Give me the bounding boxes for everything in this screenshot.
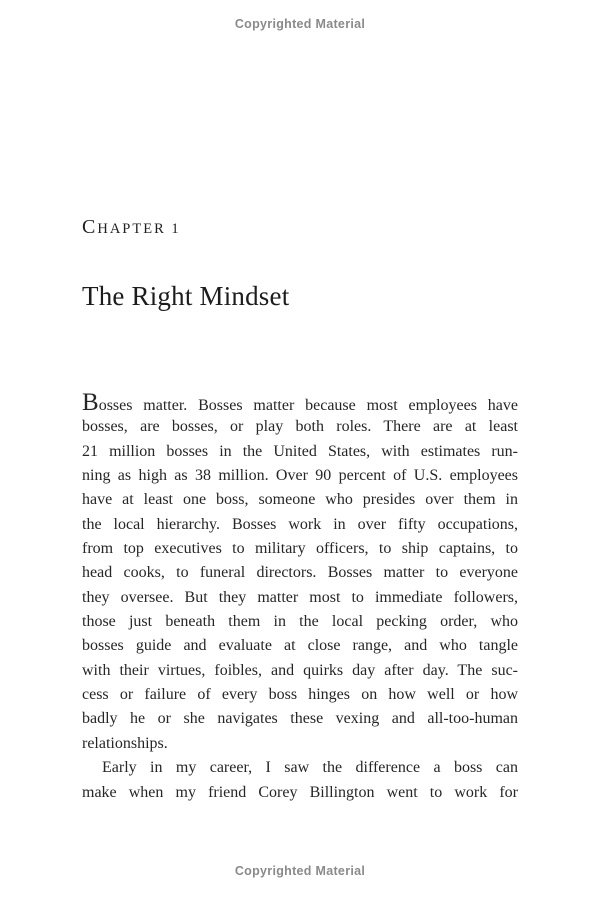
- body-line: bosses guide and evaluate at close range, and who tangle: [82, 637, 518, 655]
- body-line: those just beneath them in the local pecking order, who: [82, 613, 518, 631]
- body-line: they oversee. But they matter most to immediate followers,: [82, 588, 518, 606]
- body-line: from top executives to military officers, to ship captains, to: [82, 540, 518, 558]
- body-line: Early in my career, I saw the difference a boss can: [102, 759, 518, 777]
- chapter-label-rest: HAPTER 1: [97, 221, 181, 237]
- body-line: relationships.: [82, 734, 168, 752]
- body-text: [82, 391, 518, 805]
- body-line: Bosses matter. Bosses matter because most employees have: [82, 389, 518, 416]
- body-line: the local hierarchy. Bosses work in over fifty occupations,: [82, 515, 518, 533]
- body-line: bosses, are bosses, or play both roles. There are at least: [82, 418, 518, 436]
- body-line: with their virtues, foibles, and quirks day after day. The suc-: [82, 661, 518, 679]
- chapter-label: [82, 216, 181, 239]
- body-line: have at least one boss, someone who presides over them in: [82, 491, 518, 509]
- copyright-watermark-top: Copyrighted Material: [234, 17, 366, 31]
- body-line: head cooks, to funeral directors. Bosses matter to everyone: [82, 564, 518, 582]
- chapter-title: The Right Mindset: [82, 281, 290, 311]
- copyright-watermark-bottom: Copyrighted Material: [234, 864, 366, 878]
- body-line: badly he or she navigates these vexing and all-too-human: [82, 710, 518, 728]
- chapter-label-initial: C: [82, 216, 98, 238]
- body-line: cess or failure of every boss hinges on how well or how: [82, 686, 518, 704]
- body-line: make when my friend Corey Billington went to work for: [82, 783, 518, 801]
- body-line: ning as high as 38 million. Over 90 percent of U.S. employees: [82, 467, 518, 485]
- body-line: 21 million bosses in the United States, with estimates run-: [82, 442, 518, 460]
